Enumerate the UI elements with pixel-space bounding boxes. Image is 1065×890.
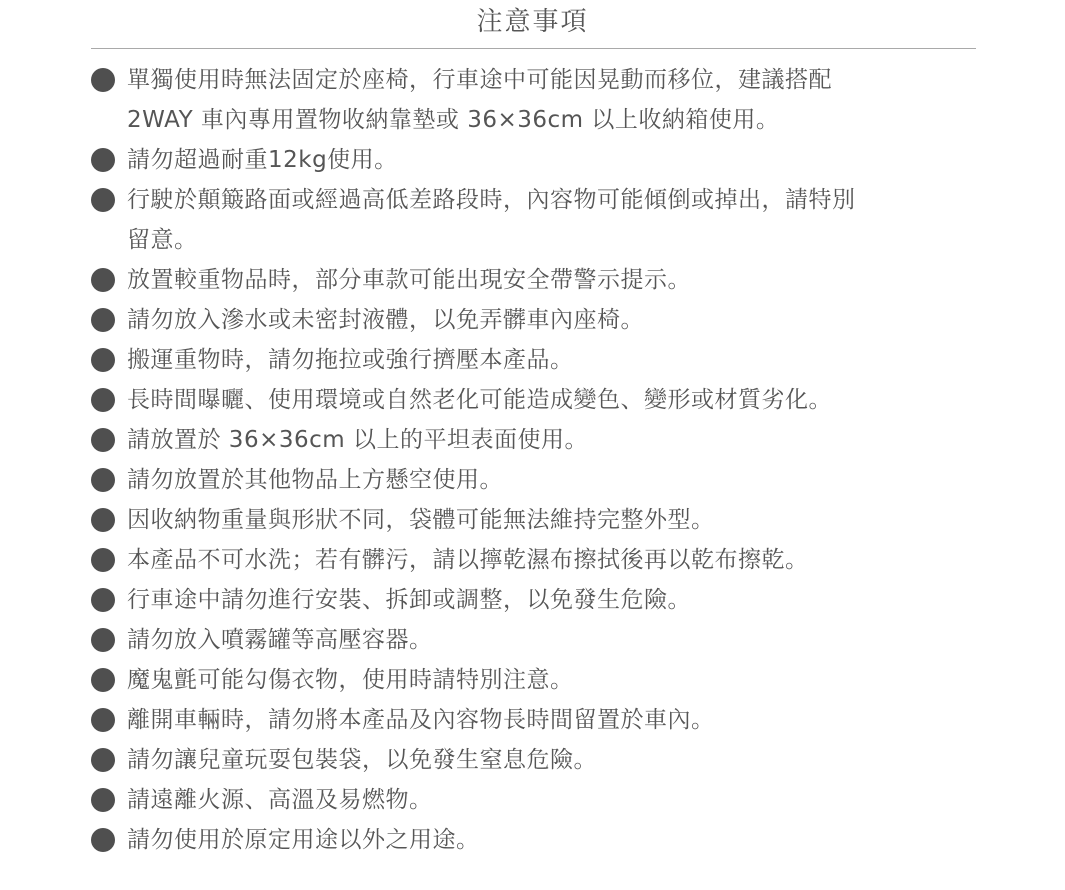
list-item [91, 60, 991, 140]
list-item [91, 580, 991, 620]
note-text: 請勿放入滲水或未密封液體，以免弄髒車內座椅。 [127, 307, 644, 333]
bullet-icon [91, 380, 127, 420]
bullet-icon [91, 460, 127, 500]
note-text: 行駛於顛簸路面或經過高低差路段時，內容物可能傾倒或掉出，請特別 留意。 [127, 187, 856, 253]
note-text: 長時間曝曬、使用環境或自然老化可能造成變色、變形或材質劣化。 [127, 387, 832, 413]
bullet-icon [91, 260, 127, 300]
bullet-icon [91, 300, 127, 340]
list-item [91, 540, 991, 580]
note-text: 魔鬼氈可能勾傷衣物，使用時請特別注意。 [127, 667, 574, 693]
list-item [91, 380, 991, 420]
list-item [91, 820, 991, 860]
list-item [91, 180, 991, 260]
list-item [91, 660, 991, 700]
bullet-icon [91, 500, 127, 540]
list-item [91, 260, 991, 300]
notes-list [91, 60, 991, 860]
note-text: 請放置於 36×36cm 以上的平坦表面使用。 [127, 427, 588, 453]
list-item [91, 780, 991, 820]
list-item [91, 460, 991, 500]
bullet-icon [91, 540, 127, 580]
note-text: 單獨使用時無法固定於座椅，行車途中可能因晃動而移位，建議搭配 2WAY 車內專用置物收納靠墊或 36×36cm 以上收納箱使用。 [127, 67, 832, 133]
list-item [91, 740, 991, 780]
list-item [91, 340, 991, 380]
bullet-icon [91, 660, 127, 700]
note-text: 本產品不可水洗；若有髒污，請以擰乾濕布擦拭後再以乾布擦乾。 [127, 547, 809, 573]
list-item [91, 620, 991, 660]
bullet-icon [91, 620, 127, 660]
title-divider [91, 48, 976, 49]
bullet-icon [91, 60, 127, 100]
list-item [91, 700, 991, 740]
note-text: 請勿使用於原定用途以外之用途。 [127, 827, 480, 853]
list-item [91, 300, 991, 340]
note-text: 請勿超過耐重12kg使用。 [127, 147, 398, 173]
note-text: 行車途中請勿進行安裝、拆卸或調整，以免發生危險。 [127, 587, 691, 613]
note-text: 請遠離火源、高溫及易燃物。 [127, 787, 433, 813]
note-text: 因收納物重量與形狀不同，袋體可能無法維持完整外型。 [127, 507, 715, 533]
list-item [91, 500, 991, 540]
bullet-icon [91, 780, 127, 820]
page-title: 注意事項 [476, 7, 589, 37]
bullet-icon [91, 140, 127, 180]
bullet-icon [91, 820, 127, 860]
note-text: 請勿放入噴霧罐等高壓容器。 [127, 627, 433, 653]
bullet-icon [91, 340, 127, 380]
bullet-icon [91, 580, 127, 620]
note-text: 離開車輛時，請勿將本產品及內容物長時間留置於車內。 [127, 707, 715, 733]
bullet-icon [91, 180, 127, 220]
note-text: 請勿讓兒童玩耍包裝袋，以免發生窒息危險。 [127, 747, 597, 773]
bullet-icon [91, 740, 127, 780]
note-text: 放置較重物品時，部分車款可能出現安全帶警示提示。 [127, 267, 691, 293]
bullet-icon [91, 420, 127, 460]
list-item [91, 420, 991, 460]
bullet-icon [91, 700, 127, 740]
note-text: 搬運重物時，請勿拖拉或強行擠壓本產品。 [127, 347, 574, 373]
note-text: 請勿放置於其他物品上方懸空使用。 [127, 467, 503, 493]
list-item [91, 140, 991, 180]
